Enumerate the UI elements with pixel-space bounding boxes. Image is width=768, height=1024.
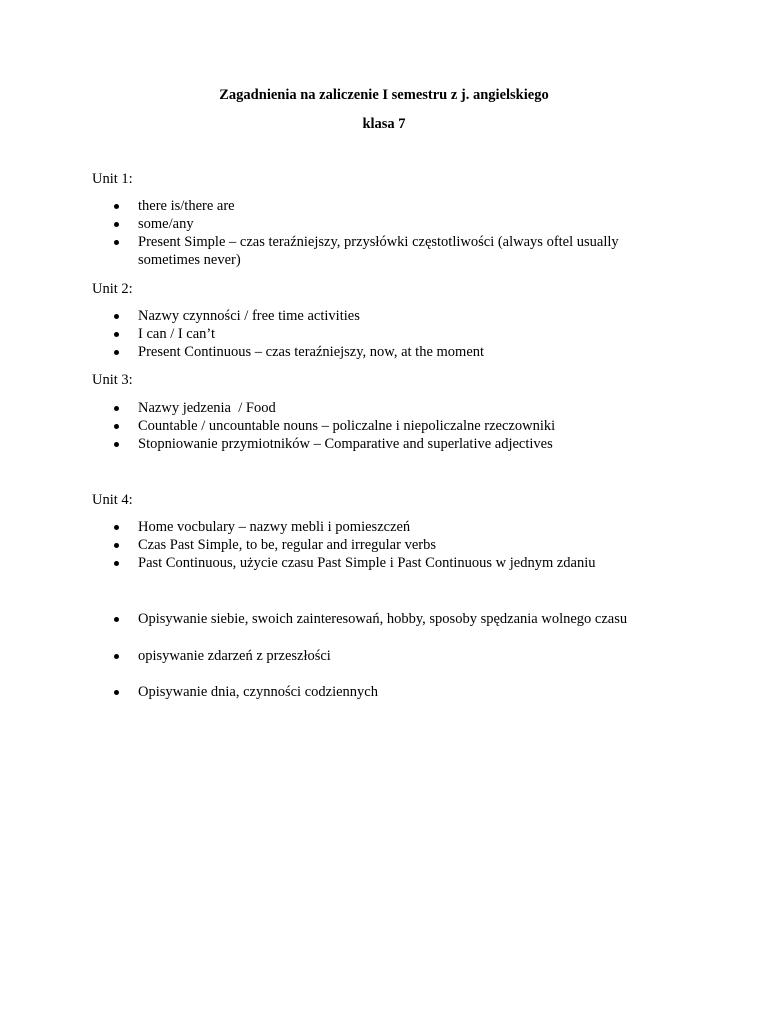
bullet-icon (114, 204, 119, 209)
list-item (108, 417, 678, 435)
bullet-icon (114, 222, 119, 227)
list-item (108, 683, 678, 701)
list-item (108, 307, 678, 325)
bullet-icon (114, 424, 119, 429)
unit-4-heading: Unit 4: (92, 492, 133, 508)
bullet-icon (114, 617, 119, 622)
list-item-text: Nazwy czynności / free time activities (138, 308, 360, 324)
unit-2-list (108, 307, 678, 361)
document-subtitle: klasa 7 (362, 116, 406, 132)
list-item-text: Home vocbulary – nazwy mebli i pomieszczeń (138, 519, 411, 535)
list-item-text: Countable / uncountable nouns – policzalne i niepoliczalne rzeczowniki (138, 418, 556, 434)
list-item (108, 325, 678, 343)
list-item-text: I can / I can’t (138, 326, 216, 342)
list-item (108, 343, 678, 361)
bullet-icon (114, 406, 119, 411)
list-item-text: opisywanie zdarzeń z przeszłości (138, 648, 331, 664)
list-item (108, 554, 698, 572)
list-item (108, 233, 658, 269)
list-item-text: some/any (138, 216, 194, 232)
bullet-icon (114, 561, 119, 566)
bullet-icon (114, 690, 119, 695)
list-item (108, 536, 678, 554)
unit-1-list (108, 197, 678, 269)
list-item-text: Czas Past Simple, to be, regular and irregular verbs (138, 537, 436, 553)
document-title: Zagadnienia na zaliczenie I semestru z j. angielskiego (219, 87, 549, 103)
list-item-text: Nazwy jedzenia / Food (138, 400, 276, 416)
list-item (108, 399, 678, 417)
list-item-text: Present Simple – czas teraźniejszy, przysłówki częstotliwości (always oftel usually sometimes never) (138, 234, 619, 268)
list-item (108, 610, 698, 628)
unit-2-heading: Unit 2: (92, 281, 133, 297)
list-item-text: Opisywanie siebie, swoich zainteresowań, hobby, sposoby spędzania wolnego czasu (138, 611, 628, 627)
list-item (108, 435, 678, 453)
bullet-icon (114, 543, 119, 548)
list-item-text: there is/there are (138, 198, 235, 214)
list-item-text: Past Continuous, użycie czasu Past Simple i Past Continuous w jednym zdaniu (138, 555, 596, 571)
list-item-text: Opisywanie dnia, czynności codziennych (138, 684, 378, 700)
list-item (108, 518, 678, 536)
bullet-icon (114, 442, 119, 447)
bullet-icon (114, 525, 119, 530)
list-item (108, 197, 678, 215)
bullet-icon (114, 240, 119, 245)
list-item (108, 215, 678, 233)
bullet-icon (114, 350, 119, 355)
bullet-icon (114, 332, 119, 337)
list-item-text: Stopniowanie przymiotników – Comparative and superlative adjectives (138, 436, 553, 452)
unit-3-heading: Unit 3: (92, 372, 133, 388)
unit-3-list (108, 399, 678, 453)
bullet-icon (114, 654, 119, 659)
unit-1-heading: Unit 1: (92, 171, 133, 187)
extra-list-3 (108, 683, 678, 701)
bullet-icon (114, 314, 119, 319)
unit-4-list (108, 518, 698, 572)
extra-list-1 (108, 610, 698, 628)
extra-list-2 (108, 647, 678, 665)
list-item (108, 647, 678, 665)
list-item-text: Present Continuous – czas teraźniejszy, now, at the moment (138, 344, 485, 360)
